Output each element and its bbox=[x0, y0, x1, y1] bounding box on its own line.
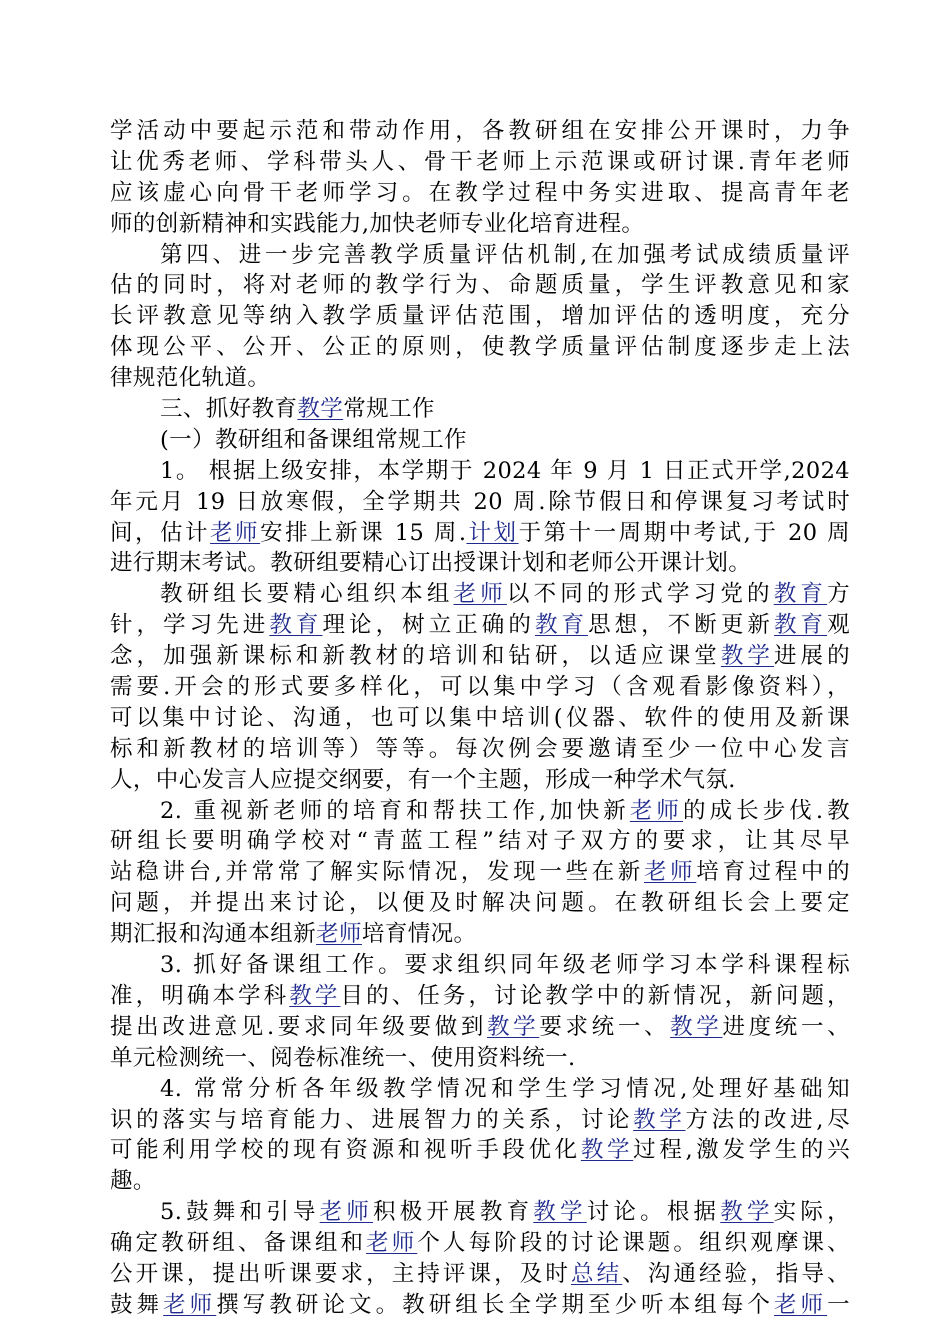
text-run: 撰写教研论文。教研组长全学期至少听本组每个 bbox=[216, 1291, 774, 1318]
text-line bbox=[110, 456, 850, 487]
keyword-link[interactable]: 教学 bbox=[533, 1199, 587, 1226]
text-run: 个人每阶段的讨论课题。组织观摩课、 bbox=[417, 1230, 850, 1257]
text-run: 念，加强新课标和新教材的培训和钻研，以适应课堂 bbox=[110, 643, 721, 670]
text-run: 让优秀老师、学科带头人、骨干老师上示范课或研讨课.青年老师 bbox=[110, 148, 850, 175]
keyword-link[interactable]: 教育 bbox=[269, 612, 323, 639]
text-line bbox=[110, 332, 850, 363]
text-run: 教研组长要精心组织本组 bbox=[160, 581, 454, 608]
keyword-link[interactable]: 教学 bbox=[633, 1106, 686, 1133]
text-run: 趣。 bbox=[110, 1168, 156, 1195]
text-run: 单元检测统一、阅卷标准统一、使用资料统一. bbox=[110, 1044, 576, 1071]
text-run: 3. 抓好备课组工作。要求组织同年级老师学习本学科课程标 bbox=[160, 952, 850, 979]
text-line bbox=[110, 826, 850, 857]
text-run: 进展的 bbox=[773, 643, 851, 670]
text-run: 三、抓好教育 bbox=[160, 396, 298, 423]
text-line bbox=[110, 487, 850, 518]
text-run: 估的同时，将对老师的教学行为、命题质量，学生评教意见和家 bbox=[110, 272, 850, 299]
keyword-link[interactable]: 教育 bbox=[773, 612, 828, 639]
text-line bbox=[110, 1043, 850, 1074]
text-line bbox=[110, 270, 850, 301]
text-run: 实际， bbox=[773, 1199, 850, 1226]
keyword-link[interactable]: 教学 bbox=[720, 1199, 774, 1226]
keyword-link[interactable]: 教学 bbox=[720, 643, 774, 670]
text-line bbox=[110, 950, 850, 981]
text-line bbox=[110, 209, 850, 240]
text-line bbox=[110, 579, 850, 610]
text-run: 要求统一、 bbox=[539, 1013, 671, 1040]
keyword-link[interactable]: 老师 bbox=[163, 1291, 217, 1318]
keyword-link[interactable]: 总结 bbox=[570, 1260, 623, 1287]
text-run: 可能利用学校的现有资源和视听手段优化 bbox=[110, 1137, 581, 1164]
text-run: 期汇报和沟通本组新 bbox=[110, 921, 317, 948]
text-line bbox=[110, 116, 850, 147]
text-line bbox=[110, 548, 850, 579]
text-run: 公开课，提出听课要求，主持评课，及时 bbox=[110, 1260, 571, 1287]
text-line bbox=[110, 1290, 850, 1321]
text-line bbox=[110, 240, 850, 271]
text-run: 站稳讲台,并常常了解实际情况，发现一些在新 bbox=[110, 859, 644, 886]
text-run: 、沟通经验，指导、 bbox=[622, 1260, 850, 1287]
keyword-link[interactable]: 教育 bbox=[534, 612, 589, 639]
text-line bbox=[110, 178, 850, 209]
text-run: 以不同的形式学习党的 bbox=[506, 581, 774, 608]
text-run: 提出改进意见.要求同年级要做到 bbox=[110, 1013, 488, 1040]
keyword-link[interactable]: 教学 bbox=[289, 982, 341, 1009]
text-line bbox=[110, 1259, 850, 1290]
text-run: 需要.开会的形式要多样化，可以集中学习（含观看影像资料）， bbox=[110, 674, 850, 701]
text-line bbox=[110, 518, 850, 549]
text-run: 一 bbox=[827, 1291, 850, 1318]
text-run: 思想，不断更新 bbox=[588, 612, 774, 639]
keyword-link[interactable]: 教学 bbox=[670, 1013, 723, 1040]
text-run: 应该虚心向骨干老师学习。在教学过程中务实进取、提高青年老 bbox=[110, 179, 850, 206]
text-run: 5.鼓舞和引导 bbox=[160, 1199, 320, 1226]
keyword-link[interactable]: 计划 bbox=[466, 519, 519, 546]
text-run: 标和新教材的培训等）等等。每次例会要邀请至少一位中心发言 bbox=[110, 735, 850, 762]
text-run: 人，中心发言人应提交纲要，有一个主题，形成一种学术气氛. bbox=[110, 766, 736, 793]
text-line bbox=[110, 981, 850, 1012]
text-run: 间，估计 bbox=[110, 519, 211, 546]
text-run: 研组长要明确学校对“青蓝工程”结对子双方的要求，让其尽早 bbox=[110, 828, 850, 855]
text-run: 律规范化轨道。 bbox=[110, 365, 271, 392]
text-run: 师的创新精神和实践能力,加快老师专业化培育进程。 bbox=[110, 210, 645, 237]
text-run: 培育过程中的 bbox=[696, 859, 850, 886]
text-line bbox=[110, 919, 850, 950]
text-run: 确定教研组、备课组和 bbox=[110, 1230, 367, 1257]
text-run: 积极开展教育 bbox=[373, 1199, 534, 1226]
text-run: 问题，并提出来讨论，以便及时解决问题。在教研组长会上要定 bbox=[110, 890, 850, 917]
text-line bbox=[110, 641, 850, 672]
text-run: 2. 重视新老师的培育和帮扶工作,加快新 bbox=[160, 797, 630, 824]
text-line bbox=[110, 1197, 850, 1228]
keyword-link[interactable]: 老师 bbox=[453, 581, 507, 608]
text-line bbox=[110, 857, 850, 888]
text-run: 讨论。根据 bbox=[586, 1199, 721, 1226]
text-line bbox=[110, 1166, 850, 1197]
keyword-link[interactable]: 老师 bbox=[629, 797, 684, 824]
text-line bbox=[110, 796, 850, 827]
text-line bbox=[110, 888, 850, 919]
text-run: 鼓舞 bbox=[110, 1291, 164, 1318]
text-line bbox=[110, 425, 850, 456]
text-run: 准，明确本学科 bbox=[110, 982, 290, 1009]
text-run: 学活动中要起示范和带动作用，各教研组在安排公开课时，力争 bbox=[110, 118, 850, 144]
text-run: 年元月 19 日放寒假，全学期共 20 周.除节假日和停课复习考试时 bbox=[110, 488, 850, 515]
keyword-link[interactable]: 教学 bbox=[580, 1137, 634, 1164]
text-run: 针，学习先进 bbox=[110, 612, 270, 639]
text-line bbox=[110, 394, 850, 425]
text-run: 4. 常常分析各年级教学情况和学生学习情况,处理好基础知 bbox=[160, 1075, 850, 1102]
text-line bbox=[110, 147, 850, 178]
text-line bbox=[110, 1105, 850, 1136]
text-run: 方 bbox=[827, 581, 850, 608]
text-line bbox=[110, 1228, 850, 1259]
text-line bbox=[110, 610, 850, 641]
keyword-link[interactable]: 教育 bbox=[773, 581, 828, 608]
text-run: 识的落实与培育能力、进展智力的关系，讨论 bbox=[110, 1106, 634, 1133]
text-run: 目的、任务，讨论教学中的新情况，新问题， bbox=[340, 982, 850, 1009]
document-body bbox=[110, 116, 850, 1321]
text-line bbox=[110, 1074, 850, 1105]
text-run: 理论，树立正确的 bbox=[322, 612, 535, 639]
text-run: 1。 根据上级安排，本学期于 2024 年 9 月 1 日正式开学,2024 bbox=[160, 457, 850, 484]
keyword-link[interactable]: 老师 bbox=[366, 1230, 418, 1257]
text-line bbox=[110, 672, 850, 703]
text-run: (一）教研组和备课组常规工作 bbox=[160, 426, 467, 453]
keyword-link[interactable]: 老师 bbox=[316, 921, 362, 948]
text-run: 体现公平、公开、公正的原则，使教学质量评估制度逐步走上法 bbox=[110, 334, 850, 361]
text-run: 培育情况。 bbox=[361, 921, 477, 948]
text-run: 观 bbox=[827, 612, 850, 639]
keyword-link[interactable]: 教学 bbox=[297, 396, 344, 423]
text-line bbox=[110, 703, 850, 734]
text-run: 可以集中讨论、沟通，也可以集中培训(仪器、软件的使用及新课 bbox=[110, 704, 850, 731]
text-run: 长评教意见等纳入教学质量评估范围，增加评估的透明度，充分 bbox=[110, 303, 850, 330]
text-run: 进行期末考试。教研组要精心订出授课计划和老师公开课计划。 bbox=[110, 550, 752, 577]
text-run: 过程,激发学生的兴 bbox=[633, 1137, 850, 1164]
keyword-link[interactable]: 老师 bbox=[210, 519, 261, 546]
keyword-link[interactable]: 老师 bbox=[773, 1291, 828, 1318]
text-line bbox=[110, 1012, 850, 1043]
text-run: 方法的改进,尽 bbox=[685, 1106, 850, 1133]
text-run: 安排上新课 15 周. bbox=[260, 519, 467, 546]
text-line bbox=[110, 363, 850, 394]
text-line bbox=[110, 765, 850, 796]
text-line bbox=[110, 734, 850, 765]
text-run: 常规工作 bbox=[343, 396, 435, 423]
keyword-link[interactable]: 老师 bbox=[319, 1199, 374, 1226]
keyword-link[interactable]: 老师 bbox=[643, 859, 697, 886]
text-run: 的成长步伐.教 bbox=[683, 797, 850, 824]
text-run: 进度统一、 bbox=[722, 1013, 850, 1040]
text-line bbox=[110, 301, 850, 332]
text-line bbox=[110, 1135, 850, 1166]
keyword-link[interactable]: 教学 bbox=[487, 1013, 540, 1040]
text-run: 第四、进一步完善教学质量评估机制,在加强考试成绩质量评 bbox=[160, 241, 850, 268]
text-run: 于第十一周期中考试,于 20 周 bbox=[518, 519, 850, 546]
